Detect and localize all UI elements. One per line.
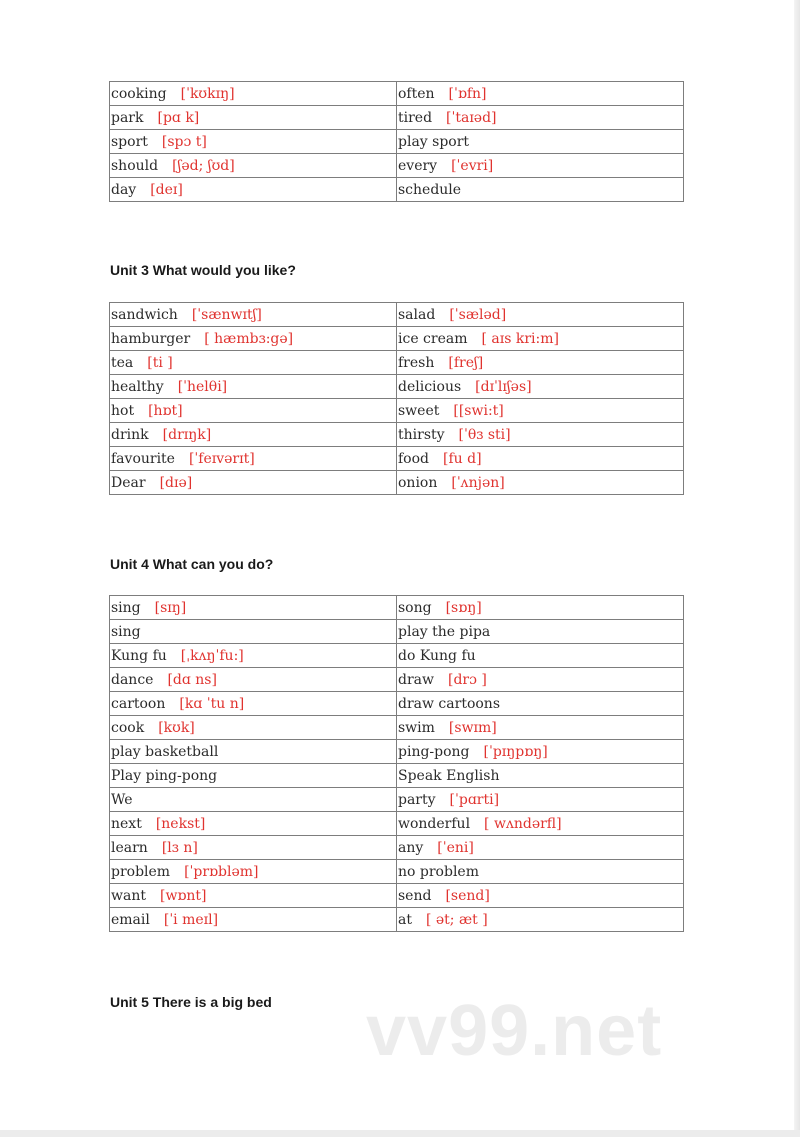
vocab-cell bbox=[110, 327, 397, 351]
vocab-word: cook bbox=[111, 719, 145, 736]
vocab-word: no problem bbox=[398, 863, 479, 880]
vocab-cell bbox=[397, 908, 684, 932]
vocab-word: Play ping-pong bbox=[111, 767, 218, 784]
vocab-phonetic: [wɒnt] bbox=[159, 887, 207, 904]
vocab-phonetic: [freʃ] bbox=[448, 354, 484, 371]
vocab-word: sing bbox=[111, 623, 141, 640]
vocab-phonetic: [ˈsæləd] bbox=[449, 306, 507, 323]
vocab-cell bbox=[110, 812, 397, 836]
vocab-cell bbox=[110, 130, 397, 154]
vocab-word: hamburger bbox=[111, 330, 191, 347]
vocab-word: day bbox=[111, 181, 137, 198]
vocab-phonetic: [dɑ ns] bbox=[167, 671, 217, 688]
vocab-phonetic: [lɜ n] bbox=[161, 839, 198, 856]
table-row bbox=[110, 178, 684, 202]
vocab-word: dance bbox=[111, 671, 154, 688]
vocab-cell bbox=[110, 836, 397, 860]
vocab-word: schedule bbox=[398, 181, 462, 198]
vocab-word: sandwich bbox=[111, 306, 178, 323]
vocab-cell bbox=[397, 447, 684, 471]
vocab-phonetic: [ˈsænwɪtʃ] bbox=[191, 306, 262, 323]
table-row bbox=[110, 327, 684, 351]
unit5-heading: Unit 5 There is a big bed bbox=[110, 994, 272, 1010]
vocab-cell bbox=[110, 644, 397, 668]
vocab-word: Dear bbox=[111, 474, 146, 491]
vocab-word: Kung fu bbox=[111, 647, 167, 664]
vocab-phonetic: [ˈfeɪvərɪt] bbox=[188, 450, 255, 467]
vocab-word: party bbox=[398, 791, 436, 808]
vocab-cell bbox=[110, 471, 397, 495]
vocab-cell bbox=[397, 764, 684, 788]
vocab-table-unit3 bbox=[109, 302, 684, 495]
table-row bbox=[110, 620, 684, 644]
vocab-word: swim bbox=[398, 719, 435, 736]
vocab-cell bbox=[110, 447, 397, 471]
vocab-word: song bbox=[398, 599, 432, 616]
table-row bbox=[110, 375, 684, 399]
vocab-cell bbox=[397, 812, 684, 836]
vocab-cell bbox=[397, 692, 684, 716]
vocab-word: wonderful bbox=[398, 815, 471, 832]
vocab-word: park bbox=[111, 109, 144, 126]
table-row bbox=[110, 82, 684, 106]
vocab-phonetic: [drɔ ] bbox=[447, 671, 487, 688]
vocab-cell bbox=[110, 106, 397, 130]
vocab-word: next bbox=[111, 815, 142, 832]
vocab-word: ping-pong bbox=[398, 743, 470, 760]
vocab-cell bbox=[110, 178, 397, 202]
vocab-word: tired bbox=[398, 109, 433, 126]
vocab-word: play basketball bbox=[111, 743, 219, 760]
vocab-phonetic: [ˈevri] bbox=[451, 157, 494, 174]
vocab-phonetic: [hɒt] bbox=[148, 402, 183, 419]
vocab-phonetic: [ˈi meɪl] bbox=[163, 911, 219, 928]
vocab-cell bbox=[397, 351, 684, 375]
vocab-word: email bbox=[111, 911, 150, 928]
vocab-word: cartoon bbox=[111, 695, 166, 712]
table-row bbox=[110, 692, 684, 716]
table-row bbox=[110, 154, 684, 178]
table-row bbox=[110, 471, 684, 495]
table-row bbox=[110, 740, 684, 764]
vocab-word: onion bbox=[398, 474, 438, 491]
vocab-phonetic: [ hæmbɜ:gə] bbox=[204, 330, 294, 347]
vocab-cell bbox=[110, 303, 397, 327]
vocab-phonetic: [swɪm] bbox=[448, 719, 497, 736]
vocab-phonetic: [spɔ t] bbox=[161, 133, 207, 150]
vocab-word: favourite bbox=[111, 450, 175, 467]
vocab-word: ice cream bbox=[398, 330, 468, 347]
vocab-cell bbox=[397, 327, 684, 351]
vocab-word: food bbox=[398, 450, 430, 467]
table-row bbox=[110, 764, 684, 788]
vocab-cell bbox=[397, 399, 684, 423]
vocab-cell bbox=[110, 716, 397, 740]
vocab-word: tea bbox=[111, 354, 134, 371]
vocab-cell bbox=[397, 130, 684, 154]
vocab-phonetic: [ˈtaɪəd] bbox=[446, 109, 497, 126]
vocab-phonetic: [ˈθɜ sti] bbox=[458, 426, 511, 443]
vocab-cell bbox=[397, 644, 684, 668]
table-row bbox=[110, 644, 684, 668]
vocab-word: salad bbox=[398, 306, 436, 323]
vocab-cell bbox=[397, 106, 684, 130]
table-row bbox=[110, 351, 684, 375]
vocab-cell bbox=[397, 471, 684, 495]
table-row bbox=[110, 884, 684, 908]
vocab-phonetic: [dɪˈlɪʃəs] bbox=[475, 378, 532, 395]
vocab-cell bbox=[397, 303, 684, 327]
vocab-phonetic: [nekst] bbox=[155, 815, 206, 832]
vocab-word: cooking bbox=[111, 85, 167, 102]
vocab-cell bbox=[110, 423, 397, 447]
page-bottom-edge bbox=[0, 1130, 800, 1137]
vocab-cell bbox=[397, 620, 684, 644]
vocab-cell bbox=[397, 884, 684, 908]
table-row bbox=[110, 423, 684, 447]
vocab-word: delicious bbox=[398, 378, 462, 395]
table-row bbox=[110, 303, 684, 327]
table-row bbox=[110, 130, 684, 154]
table-row bbox=[110, 860, 684, 884]
vocab-phonetic: [ˈpɑrti] bbox=[449, 791, 500, 808]
vocab-phonetic: [ aɪs kri:m] bbox=[481, 330, 559, 347]
vocab-word: thirsty bbox=[398, 426, 445, 443]
vocab-phonetic: [ˈɒfn] bbox=[448, 85, 487, 102]
table-row bbox=[110, 908, 684, 932]
table-row bbox=[110, 447, 684, 471]
vocab-phonetic: [ˈprɒbləm] bbox=[184, 863, 259, 880]
vocab-phonetic: [send] bbox=[445, 887, 490, 904]
vocab-phonetic: [ˈpɪŋpɒŋ] bbox=[483, 743, 548, 760]
vocab-cell bbox=[397, 668, 684, 692]
vocab-word: Speak English bbox=[398, 767, 500, 784]
vocab-cell bbox=[110, 788, 397, 812]
vocab-word: any bbox=[398, 839, 424, 856]
vocab-word: want bbox=[111, 887, 146, 904]
vocab-cell bbox=[397, 375, 684, 399]
vocab-phonetic: [ˌkʌŋˈfu:] bbox=[180, 647, 244, 664]
vocab-word: do Kung fu bbox=[398, 647, 476, 664]
vocab-word: We bbox=[111, 791, 133, 808]
vocab-cell bbox=[110, 154, 397, 178]
page-edge bbox=[794, 0, 800, 1137]
vocab-phonetic: [fu d] bbox=[443, 450, 482, 467]
vocab-phonetic: [ˈʌnjən] bbox=[451, 474, 505, 491]
watermark: vv99.net bbox=[366, 991, 663, 1071]
vocab-word: send bbox=[398, 887, 432, 904]
vocab-phonetic: [sɪŋ] bbox=[154, 599, 187, 616]
vocab-phonetic: [deɪ] bbox=[150, 181, 183, 198]
vocab-phonetic: [ ət; æt ] bbox=[425, 911, 488, 928]
vocab-phonetic: [ wʌndərfl] bbox=[484, 815, 562, 832]
vocab-cell bbox=[110, 351, 397, 375]
vocab-cell bbox=[110, 908, 397, 932]
vocab-phonetic: [ˈhelθi] bbox=[177, 378, 228, 395]
vocab-word: play the pipa bbox=[398, 623, 491, 640]
vocab-cell bbox=[397, 423, 684, 447]
vocab-word: sport bbox=[111, 133, 148, 150]
vocab-phonetic: [ti ] bbox=[147, 354, 173, 371]
vocab-cell bbox=[110, 668, 397, 692]
vocab-cell bbox=[110, 399, 397, 423]
vocab-word: healthy bbox=[111, 378, 164, 395]
vocab-word: draw bbox=[398, 671, 434, 688]
vocab-cell bbox=[397, 788, 684, 812]
vocab-phonetic: [dɪə] bbox=[159, 474, 193, 491]
vocab-phonetic: [drɪŋk] bbox=[162, 426, 212, 443]
vocab-phonetic: [kʊk] bbox=[158, 719, 195, 736]
vocab-phonetic: [ˈkʊkɪŋ] bbox=[180, 85, 235, 102]
vocab-table-unit4 bbox=[109, 595, 684, 932]
table-row bbox=[110, 716, 684, 740]
vocab-word: drink bbox=[111, 426, 149, 443]
vocab-phonetic: [[swi:t] bbox=[453, 402, 504, 419]
table-row bbox=[110, 836, 684, 860]
table-row bbox=[110, 668, 684, 692]
table-row bbox=[110, 399, 684, 423]
table-row bbox=[110, 788, 684, 812]
vocab-word: often bbox=[398, 85, 435, 102]
vocab-cell bbox=[397, 860, 684, 884]
vocab-word: draw cartoons bbox=[398, 695, 500, 712]
vocab-word: should bbox=[111, 157, 159, 174]
table-row bbox=[110, 812, 684, 836]
table-row bbox=[110, 106, 684, 130]
vocab-cell bbox=[110, 692, 397, 716]
vocab-cell bbox=[397, 178, 684, 202]
vocab-table-unit2-end bbox=[109, 81, 684, 202]
vocab-cell bbox=[110, 596, 397, 620]
vocab-word: at bbox=[398, 911, 412, 928]
vocab-phonetic: [sɒŋ] bbox=[445, 599, 482, 616]
vocab-cell bbox=[110, 740, 397, 764]
vocab-cell bbox=[397, 154, 684, 178]
vocab-word: sing bbox=[111, 599, 141, 616]
unit3-heading: Unit 3 What would you like? bbox=[110, 262, 296, 278]
vocab-cell bbox=[110, 860, 397, 884]
table-row bbox=[110, 596, 684, 620]
vocab-cell bbox=[397, 740, 684, 764]
vocab-word: hot bbox=[111, 402, 135, 419]
vocab-word: fresh bbox=[398, 354, 435, 371]
vocab-word: play sport bbox=[398, 133, 470, 150]
vocab-phonetic: [ˈeni] bbox=[437, 839, 474, 856]
vocab-word: every bbox=[398, 157, 438, 174]
vocab-phonetic: [ʃəd; ʃʊd] bbox=[172, 157, 235, 174]
vocab-word: problem bbox=[111, 863, 171, 880]
vocab-cell bbox=[397, 836, 684, 860]
vocab-cell bbox=[110, 82, 397, 106]
vocab-cell bbox=[110, 884, 397, 908]
vocab-phonetic: [kɑ ˈtu n] bbox=[179, 695, 245, 712]
vocab-cell bbox=[110, 620, 397, 644]
vocab-cell bbox=[397, 82, 684, 106]
vocab-word: sweet bbox=[398, 402, 440, 419]
vocab-cell bbox=[110, 375, 397, 399]
vocab-cell bbox=[397, 716, 684, 740]
unit4-heading: Unit 4 What can you do? bbox=[110, 556, 274, 572]
vocab-word: learn bbox=[111, 839, 148, 856]
vocab-phonetic: [pɑ k] bbox=[157, 109, 200, 126]
vocab-cell bbox=[397, 596, 684, 620]
vocab-cell bbox=[110, 764, 397, 788]
